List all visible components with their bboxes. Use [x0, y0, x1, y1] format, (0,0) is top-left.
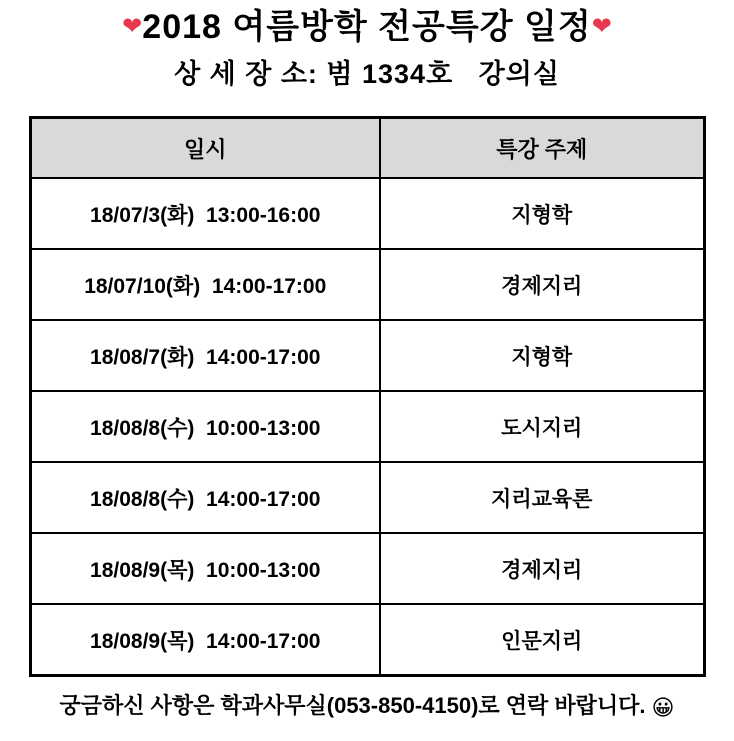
table-row: [30, 320, 704, 391]
page-title-text: 2018 여름방학 전공특강 일정: [142, 8, 592, 46]
page-title: [0, 6, 734, 49]
cell-datetime: 18/08/9(목) 14:00-17:00: [30, 604, 380, 676]
cell-datetime: 18/08/7(화) 14:00-17:00: [30, 320, 380, 391]
location-subtitle: 상 세 장 소: 범 1334호 강의실: [174, 58, 560, 89]
cell-topic: 도시지리: [380, 391, 704, 462]
cell-datetime: 18/07/3(화) 13:00-16:00: [30, 178, 380, 249]
grinning-face-emoji-icon: 😀: [651, 695, 675, 721]
cell-datetime: 18/07/10(화) 14:00-17:00: [30, 249, 380, 320]
cell-datetime: 18/08/9(목) 10:00-13:00: [30, 533, 380, 604]
table-row: [30, 462, 704, 533]
cell-topic: 인문지리: [380, 604, 704, 676]
cell-topic: 경제지리: [380, 533, 704, 604]
footer-note-text: 궁금하신 사항은 학과사무실(053-850-4150)로 연락 바랍니다.: [59, 693, 646, 719]
heart-icon-left: ❤: [122, 13, 143, 40]
table-row: [30, 533, 704, 604]
table-row: [30, 604, 704, 676]
table-row: [30, 249, 704, 320]
column-header-topic: 특강 주제: [380, 118, 704, 179]
table-row: [30, 178, 704, 249]
cell-topic: 지리교육론: [380, 462, 704, 533]
cell-topic: 지형학: [380, 178, 704, 249]
footer-note: [0, 692, 734, 723]
cell-topic: 경제지리: [380, 249, 704, 320]
table-header-row: [30, 118, 704, 179]
column-header-datetime: 일시: [30, 118, 380, 179]
table-row: [30, 391, 704, 462]
schedule-table: [29, 116, 706, 677]
cell-datetime: 18/08/8(수) 14:00-17:00: [30, 462, 380, 533]
heart-icon-right: ❤: [591, 13, 612, 40]
cell-datetime: 18/08/8(수) 10:00-13:00: [30, 391, 380, 462]
cell-topic: 지형학: [380, 320, 704, 391]
